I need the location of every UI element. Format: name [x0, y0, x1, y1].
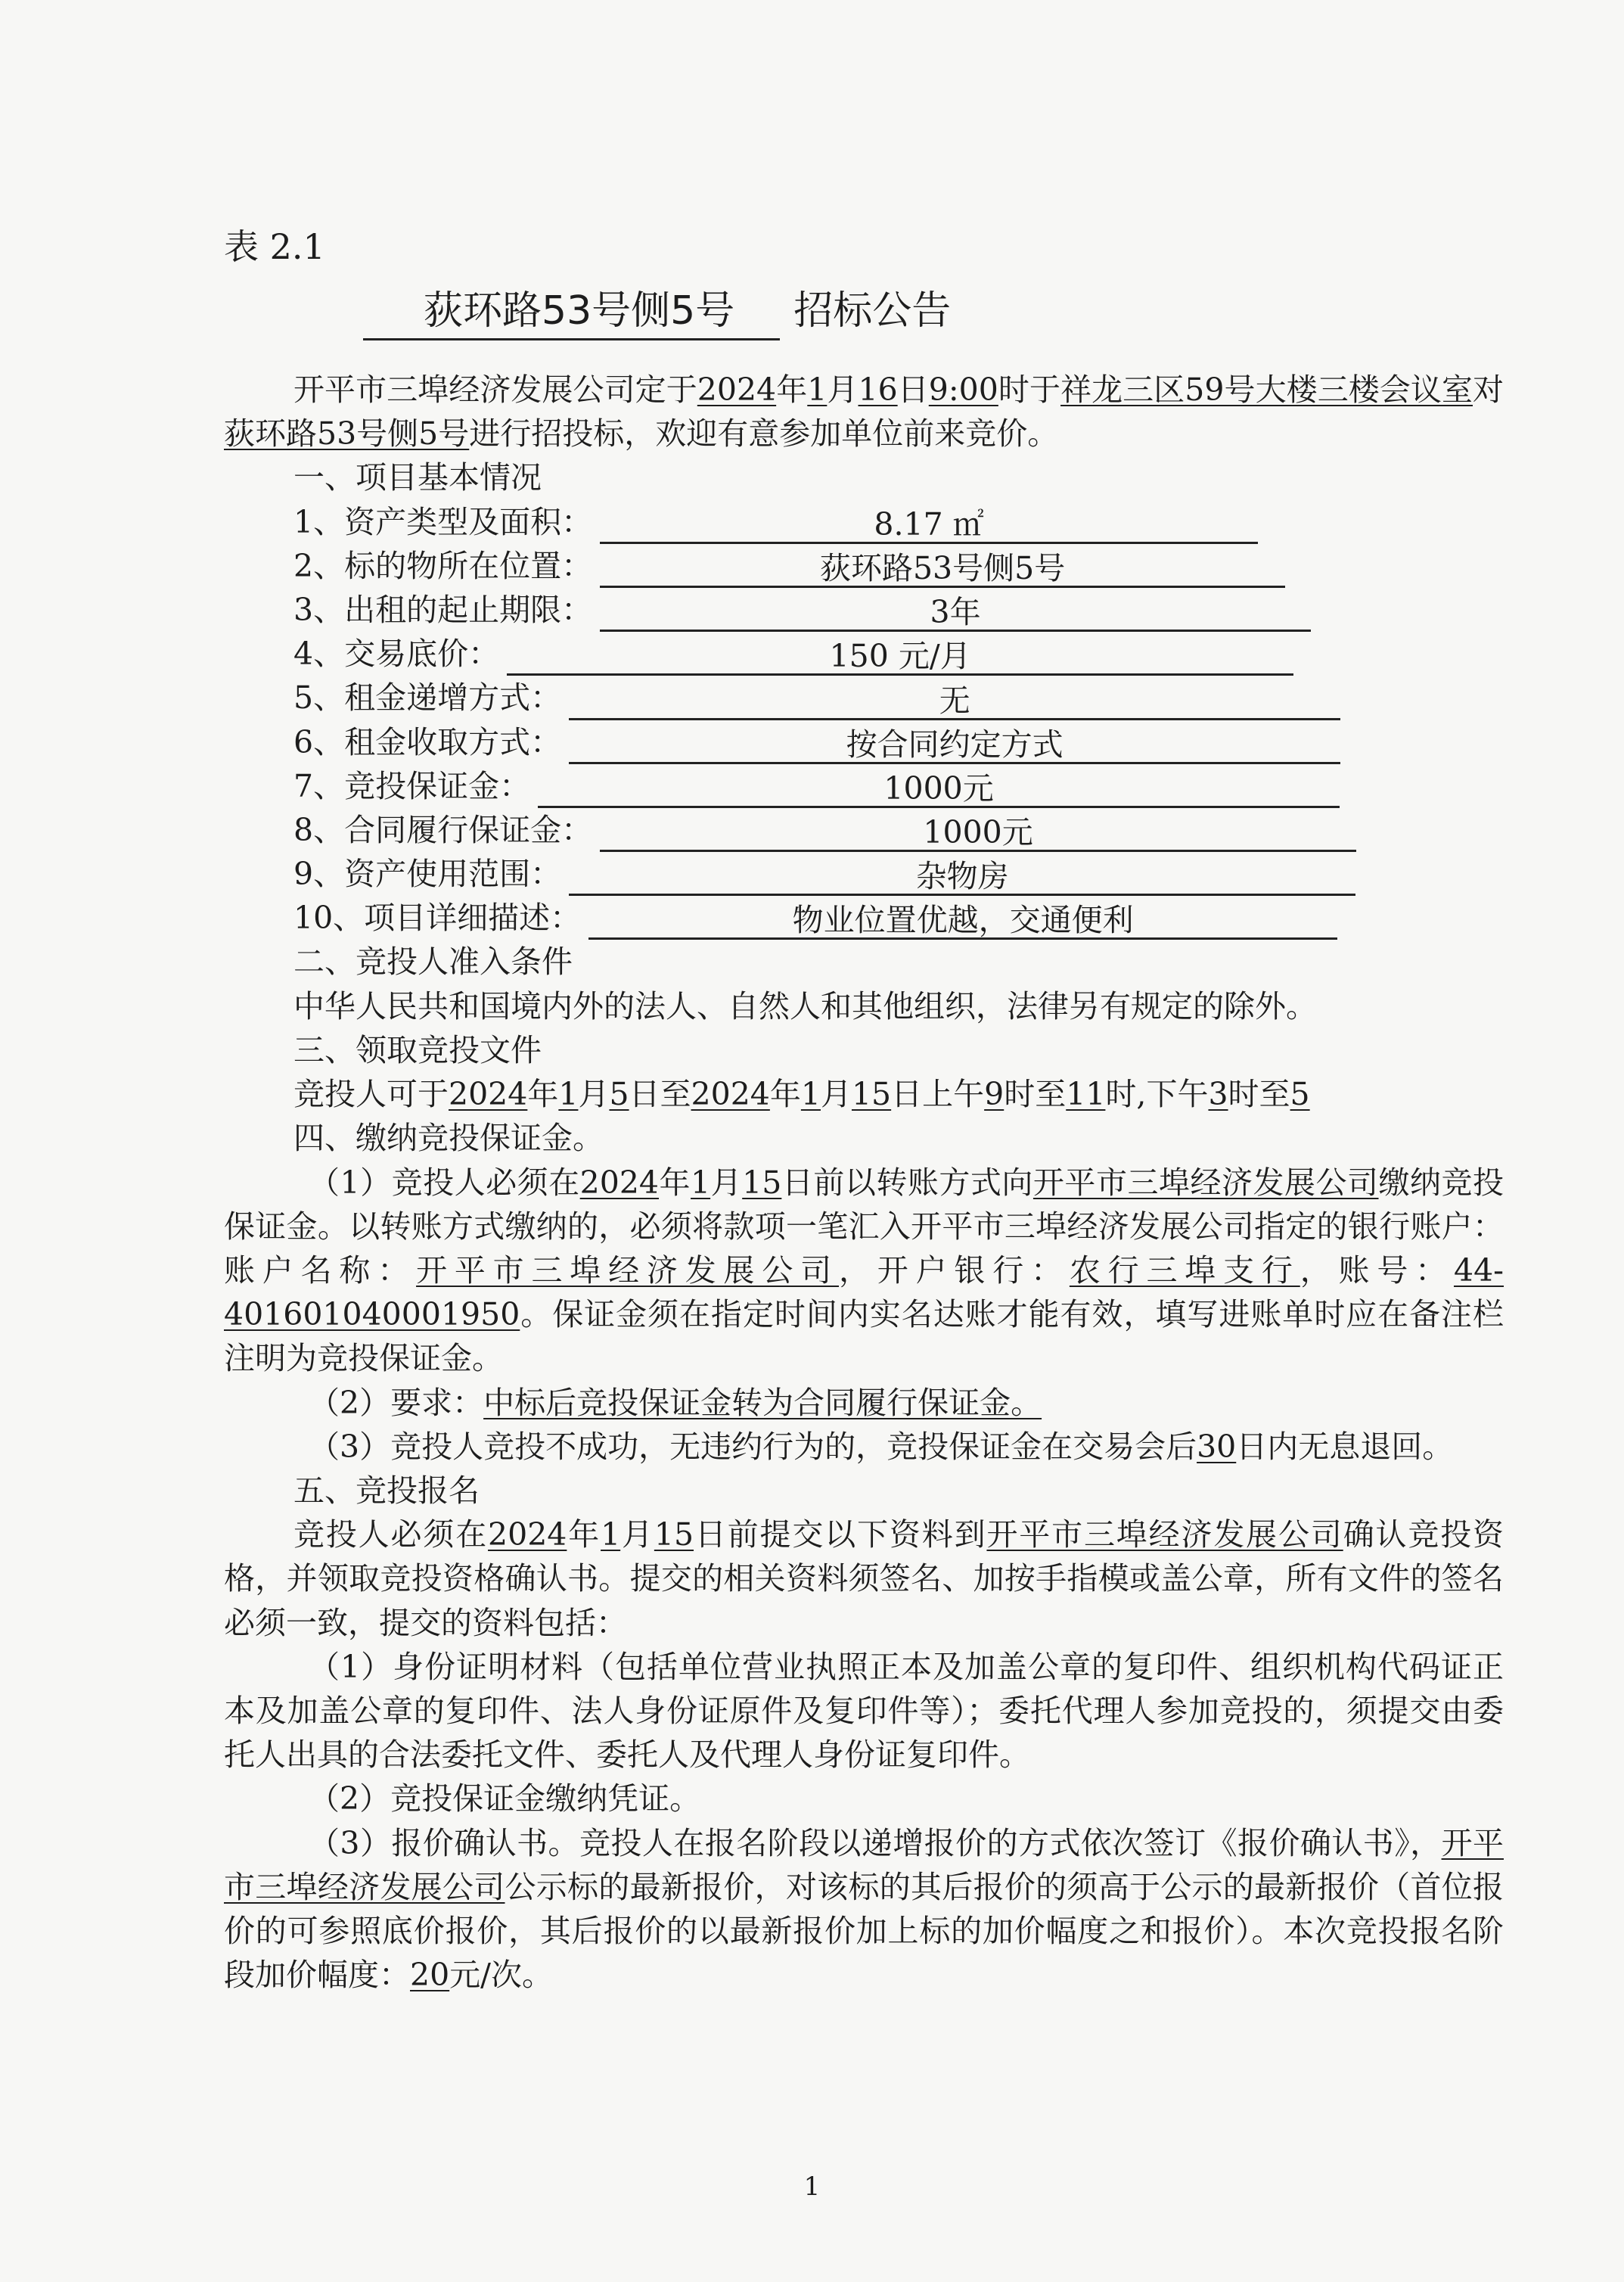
page-number: 1 — [803, 2172, 821, 2202]
intro-paragraph: 开平市三埠经济发展公司定于2024年1月16日9:00时于祥龙三区59号大楼三楼会议室对荻环路53号侧5号进行招投标，欢迎有意参加单位前来竞价。 — [224, 372, 1504, 452]
section-2-text: 中华人民共和国境内外的法人、自然人和其他组织，法律另有规定的除外。 — [293, 987, 1317, 1024]
field-row: 8、合同履行保证金： 1000元 — [224, 808, 1504, 852]
document-body — [224, 368, 1504, 1997]
field-row: 6、租金收取方式： 按合同约定方式 — [224, 720, 1504, 764]
field-row: 1、资产类型及面积： 8.17 ㎡ — [224, 500, 1504, 544]
section-4-item-2: （2）要求：中标后竞投保证金转为合同履行保证金。 — [309, 1384, 1042, 1421]
section-5-item-2: （2）竞投保证金缴纳凭证。 — [309, 1780, 701, 1817]
section-4-item-3: （3）竞投人竞投不成功，无违约行为的，竞投保证金在交易会后30日内无息退回。 — [309, 1428, 1454, 1465]
section-heading-1: 一、项目基本情况 — [293, 459, 542, 496]
title-suffix: 招标公告 — [793, 288, 952, 334]
field-row: 5、租金递增方式： 无 — [224, 676, 1504, 720]
field-row: 10、项目详细描述： 物业位置优越，交通便利 — [224, 896, 1504, 940]
field-row: 3、出租的起止期限： 3年 — [224, 588, 1504, 632]
table-label: 表 2.1 — [224, 226, 325, 267]
section-4-item-1: （1）竞投人必须在2024年1月15日前以转账方式向开平市三埠经济发展公司缴纳竞投保证金。以转账方式缴纳的，必须将款项一笔汇入开平市三埠经济发展公司指定的银行账户：账户名称：开平市三埠经济发展公司，开户银行：农行三埠支行，账号：44-401601040001950。保证金须在指定时间内实名达账才能有效，填写进账单时应在备注栏注明为竞投保证金。 — [224, 1164, 1504, 1377]
section-heading-2: 二、竞投人准入条件 — [293, 944, 573, 981]
section-heading-3: 三、领取竞投文件 — [293, 1031, 542, 1068]
section-3-paragraph: 竞投人可于2024年1月5日至2024年1月15日上午9时至11时,下午3时至5 — [293, 1076, 1310, 1113]
section-heading-4: 四、缴纳竞投保证金。 — [293, 1120, 604, 1157]
field-row: 2、标的物所在位置： 荻环路53号侧5号 — [224, 544, 1504, 588]
section-heading-5: 五、竞投报名 — [293, 1472, 480, 1509]
section-5-paragraph: 竞投人必须在2024年1月15日前提交以下资料到开平市三埠经济发展公司确认竞投资格，并领取竞投资格确认书。提交的相关资料须签名、加按手指模或盖公章，所有文件的签名必须一致，提交的资料包括： — [224, 1516, 1504, 1641]
section-5-item-3: （3）报价确认书。竞投人在报名阶段以递增报价的方式依次签订《报价确认书》，开平市三埠经济发展公司公示标的最新报价，对该标的其后报价的须高于公示的最新报价（首位报价的可参照底价报价，其后报价的以最新报价加上标的加价幅度之和报价）。本次竞投报名阶段加价幅度：20元/次。 — [224, 1824, 1504, 1994]
document-title — [363, 278, 951, 340]
title-object: 荻环路53号侧5号 — [363, 278, 780, 340]
section-5-item-1: （1）身份证明材料（包括单位营业执照正本及加盖公章的复印件、组织机构代码证正本及加盖公章的复印件、法人身份证原件及复印件等）；委托代理人参加竞投的，须提交由委托人出具的合法委托文件、委托人及代理人身份证复印件。 — [224, 1648, 1504, 1774]
field-row: 4、交易底价： 150 元/月 — [224, 632, 1504, 676]
field-row: 7、竞投保证金： 1000元 — [224, 764, 1504, 808]
field-row: 9、资产使用范围： 杂物房 — [224, 852, 1504, 896]
